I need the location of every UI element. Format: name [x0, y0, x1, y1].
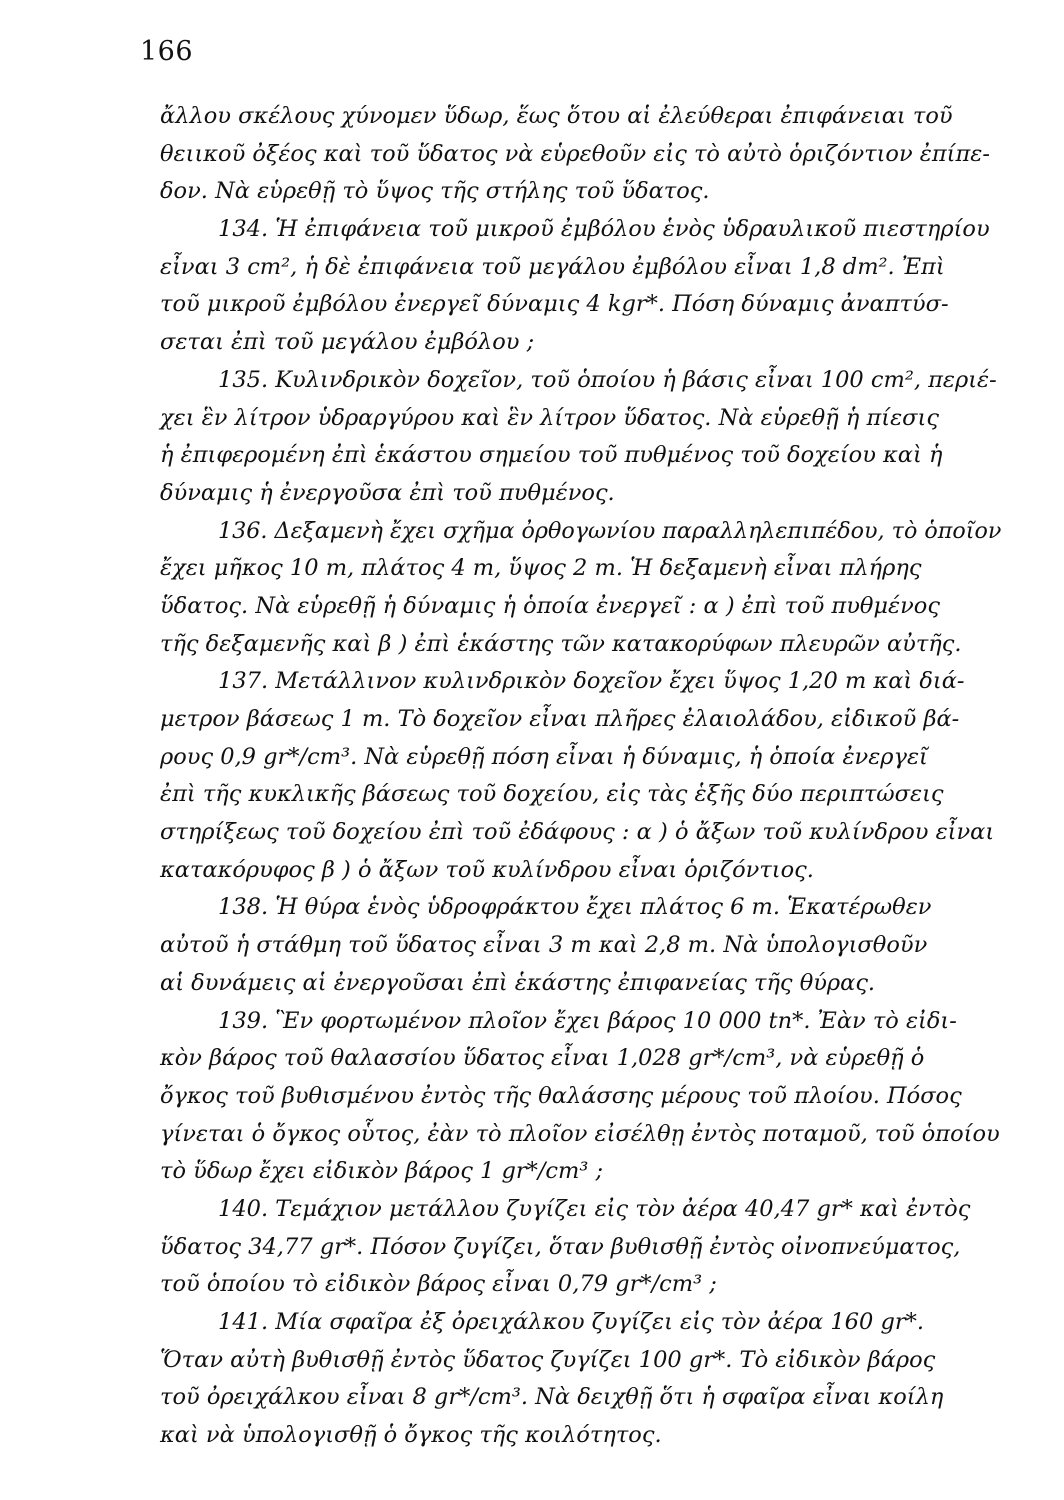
text-line: δύναμις ἡ ἐνεργοῦσα ἐπὶ τοῦ πυθμένος.: [160, 479, 615, 506]
text-line: ἔχει μῆκος 10 m, πλάτος 4 m, ὕψος 2 m. Ἡ δεξαμενὴ εἶναι πλήρης: [160, 555, 922, 582]
text-line: γίνεται ὁ ὄγκος οὗτος, ἐὰν τὸ πλοῖον εἰσέλθῃ ἐντὸς ποταμοῦ, τοῦ ὁποίου: [160, 1120, 1000, 1147]
text-line: ρους 0,9 gr*/cm³. Νὰ εὑρεθῇ πόση εἶναι ἡ δύναμις, ἡ ὁποία ἐνεργεῖ: [160, 743, 928, 770]
text-line: αὐτοῦ ἡ στάθμη τοῦ ὕδατος εἶναι 3 m καὶ 2,8 m. Νὰ ὑπολογισθοῦν: [160, 932, 928, 959]
text-line: τοῦ μικροῦ ἐμβόλου ἐνεργεῖ δύναμις 4 kgr*. Πόση δύναμις ἀναπτύσ-: [160, 291, 949, 318]
text-line: μετρον βάσεως 1 m. Τὸ δοχεῖον εἶναι πλῆρες ἐλαιολάδου, εἰδικοῦ βά-: [160, 706, 960, 732]
exercise-141-start: 141. Μία σφαῖρα ἐξ ὀρειχάλκου ζυγίζει εἰς τὸν ἀέρα 160 gr*.: [218, 1309, 925, 1335]
text-line: τὸ ὕδωρ ἔχει εἰδικὸν βάρος 1 gr*/cm³ ;: [160, 1158, 604, 1185]
text-line: τοῦ ὁποίου τὸ εἰδικὸν βάρος εἶναι 0,79 gr*/cm³ ;: [160, 1271, 717, 1298]
exercise-136-start: 136. Δεξαμενὴ ἔχει σχῆμα ὀρθογωνίου παραλληλεπιπέδου, τὸ ὁποῖον: [218, 517, 1002, 544]
text-line: εἶναι 3 cm², ἡ δὲ ἐπιφάνεια τοῦ μεγάλου ἐμβόλου εἶναι 1,8 dm². Ἐπὶ: [160, 253, 945, 280]
exercise-139-start: 139. Ἓν φορτωμένον πλοῖον ἔχει βάρος 10 000 tn*. Ἐὰν τὸ εἰδι-: [218, 1007, 957, 1034]
exercise-140-start: 140. Τεμάχιον μετάλλου ζυγίζει εἰς τὸν ἀέρα 40,47 gr* καὶ ἐντὸς: [218, 1195, 971, 1222]
text-line: Ὅταν αὐτὴ βυθισθῇ ἐντὸς ὕδατος ζυγίζει 100 gr*. Τὸ εἰδικὸν βάρος: [160, 1346, 936, 1373]
exercise-137-start: 137. Μετάλλινον κυλινδρικὸν δοχεῖον ἔχει ὕψος 1,20 m καὶ διά-: [218, 668, 965, 695]
text-line: ὕδατος 34,77 gr*. Πόσον ζυγίζει, ὅταν βυθισθῇ ἐντὸς οἰνοπνεύματος,: [160, 1233, 961, 1260]
text-line: θειικοῦ ὀξέος καὶ τοῦ ὕδατος νὰ εὑρεθοῦν εἰς τὸ αὐτὸ ὁριζόντιον ἐπίπε-: [160, 140, 990, 167]
text-line: καὶ νὰ ὑπολογισθῇ ὁ ὄγκος τῆς κοιλότητος.: [160, 1422, 662, 1449]
text-line: χει ἓν λίτρον ὑδραργύρου καὶ ἓν λίτρον ὕδατος. Νὰ εὑρεθῇ ἡ πίεσις: [160, 404, 939, 431]
text-line: σεται ἐπὶ τοῦ μεγάλου ἐμβόλου ;: [160, 329, 535, 356]
text-line: ἄλλου σκέλους χύνομεν ὕδωρ, ἕως ὅτου αἱ ἐλεύθεραι ἐπιφάνειαι τοῦ: [160, 103, 953, 129]
exercise-138-start: 138. Ἡ θύρα ἑνὸς ὑδροφράκτου ἔχει πλάτος 6 m. Ἑκατέρωθεν: [218, 894, 932, 921]
exercise-134-start: 134. Ἡ ἐπιφάνεια τοῦ μικροῦ ἐμβόλου ἑνὸς ὑδραυλικοῦ πιεστηρίου: [218, 216, 990, 243]
text-line: κατακόρυφος β ) ὁ ἄξων τοῦ κυλίνδρου εἶναι ὁριζόντιος.: [160, 856, 814, 883]
text-line: αἱ δυνάμεις αἱ ἐνεργοῦσαι ἐπὶ ἑκάστης ἐπιφανείας τῆς θύρας.: [160, 969, 876, 996]
text-line: τῆς δεξαμενῆς καὶ β ) ἐπὶ ἑκάστης τῶν κατακορύφων πλευρῶν αὐτῆς.: [160, 630, 962, 657]
text-line: κὸν βάρος τοῦ θαλασσίου ὕδατος εἶναι 1,028 gr*/cm³, νὰ εὑρεθῇ ὁ: [160, 1045, 925, 1072]
text-line: ἡ ἐπιφερομένη ἐπὶ ἑκάστου σημείου τοῦ πυθμένος τοῦ δοχείου καὶ ἡ: [160, 442, 943, 469]
text-line: ὕδατος. Νὰ εὑρεθῇ ἡ δύναμις ἡ ὁποία ἐνεργεῖ : α ) ἐπὶ τοῦ πυθμένος: [160, 592, 940, 619]
text-line: δον. Νὰ εὑρεθῇ τὸ ὕψος τῆς στήλης τοῦ ὕδατος.: [160, 178, 710, 205]
exercise-135-start: 135. Κυλινδρικὸν δοχεῖον, τοῦ ὁποίου ἡ βάσις εἶναι 100 cm², περιέ-: [218, 366, 997, 393]
text-line: τοῦ ὀρειχάλκου εἶναι 8 gr*/cm³. Νὰ δειχθῇ ὅτι ἡ σφαῖρα εἶναι κοίλη: [160, 1384, 944, 1411]
text-line: ἐπὶ τῆς κυκλικῆς βάσεως τοῦ δοχείου, εἰς τὰς ἑξῆς δύο περιπτώσεις: [160, 781, 944, 808]
text-line: ὄγκος τοῦ βυθισμένου ἐντὸς τῆς θαλάσσης μέρους τοῦ πλοίου. Πόσος: [160, 1082, 962, 1109]
exercise-text-block: [160, 98, 1010, 1455]
text-line: στηρίξεως τοῦ δοχείου ἐπὶ τοῦ ἐδάφους : α ) ὁ ἄξων τοῦ κυλίνδρου εἶναι: [160, 819, 995, 846]
page-number: 166: [140, 36, 194, 67]
